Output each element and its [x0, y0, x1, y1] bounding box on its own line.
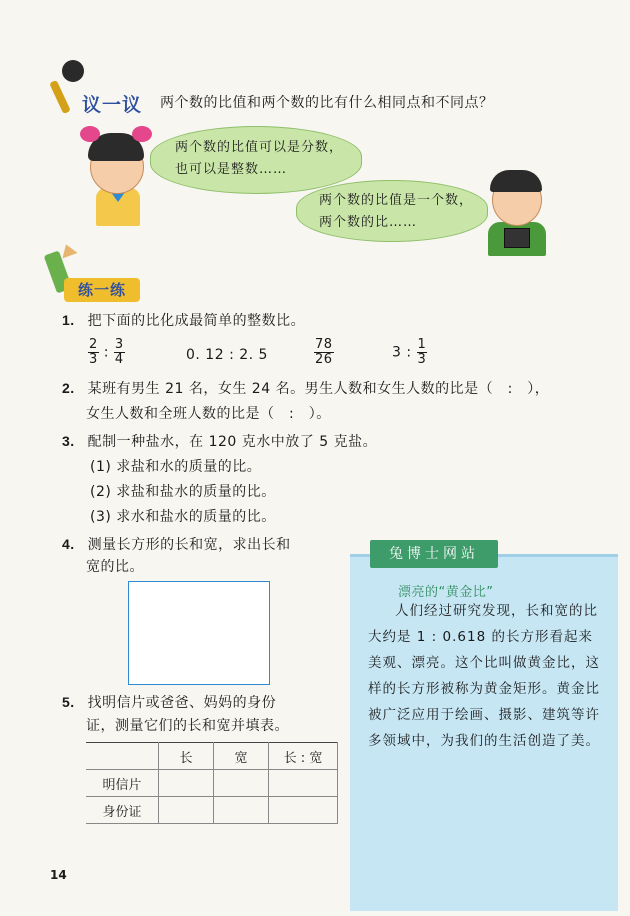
question-3-sub2: (2) 求盐和盐水的质量的比。: [90, 484, 276, 500]
table-row-label: 明信片: [86, 770, 159, 797]
discuss-question: 两个数的比值和两个数的比有什么相同点和不同点？: [160, 95, 494, 111]
table-row: [86, 770, 338, 797]
question-4-number: 4.: [62, 536, 75, 552]
boy-speech-line2: 两个数的比……: [319, 215, 418, 230]
q1-item-a: $\frac{2}{3}$ : $\frac{3}{4}$: [89, 337, 124, 367]
girl-bow-left: [80, 126, 100, 142]
table-header-cell: 长 : 宽: [269, 743, 338, 770]
girl-bow-right: [132, 126, 152, 142]
boy-speech-line1: 两个数的比值是一个数，: [319, 193, 474, 208]
q1-item-c: $\frac{78}{26}$: [315, 337, 333, 367]
table-cell: [159, 797, 214, 824]
girl-speech-line2: 也可以是整数……: [175, 162, 288, 177]
question-3-number: 3.: [62, 433, 75, 449]
pencil-tip-icon: [58, 242, 77, 259]
fill-table: [86, 742, 338, 824]
boy-hair: [490, 170, 542, 192]
table-row-label: 身份证: [86, 797, 159, 824]
microphone-head-icon: [62, 60, 84, 82]
site-body-text: 人们经过研究发现，长和宽的比大约是 1 : 0.618 的长方形看起来美观、漂亮。这个比叫做黄金比，这样的长方形被称为黄金矩形。黄金比被广泛应用于绘画、摄影、建筑等许多领域中，为我们的生活创造了美。: [368, 603, 600, 749]
table-cell: [214, 797, 269, 824]
table-row: [86, 797, 338, 824]
question-1-text: 把下面的比化成最简单的整数比。: [87, 313, 306, 329]
question-1-number: 1.: [62, 312, 75, 328]
q1-item-d: 3 : $\frac{1}{3}$: [392, 337, 427, 367]
q1-item-b: 0. 12 : 2. 5: [186, 347, 268, 363]
measure-rectangle: [128, 581, 270, 685]
discuss-label: 议一议: [82, 94, 143, 116]
question-2-number: 2.: [62, 380, 75, 396]
table-header-cell: 宽: [214, 743, 269, 770]
table-cell: [159, 770, 214, 797]
practice-label: 练一练: [64, 278, 140, 302]
table-header-row: [86, 743, 338, 770]
question-1: [62, 310, 305, 331]
page-number: 14: [50, 868, 67, 882]
boy-book: [504, 228, 530, 248]
boy-speech-bubble: [296, 180, 488, 242]
question-4-line2: 宽的比。: [86, 559, 144, 575]
question-3: [62, 431, 377, 452]
question-2-line1: 某班有男生 21 名，女生 24 名。男生人数和女生人数的比是（ : ），: [87, 381, 550, 397]
site-header: 兔博士网站: [370, 540, 498, 568]
girl-speech-line1: 两个数的比值可以是分数，: [175, 140, 344, 155]
question-5: [62, 692, 276, 713]
table-cell: [269, 770, 338, 797]
question-5-number: 5.: [62, 694, 75, 710]
question-2: [62, 378, 549, 399]
table-header-cell: [86, 743, 159, 770]
question-4-line1: 测量长方形的长和宽，求出长和: [87, 537, 291, 553]
site-subtitle: 漂亮的“黄金比”: [398, 585, 494, 600]
question-3-text: 配制一种盐水，在 120 克水中放了 5 克盐。: [87, 434, 378, 450]
question-2-line2: 女生人数和全班人数的比是（ : ）。: [86, 406, 331, 422]
question-3-sub3: (3) 求水和盐水的质量的比。: [90, 509, 276, 525]
table-cell: [214, 770, 269, 797]
table-cell: [269, 797, 338, 824]
question-5-line2: 证，测量它们的长和宽并填表。: [86, 718, 289, 734]
question-4: [62, 534, 291, 555]
table-header-cell: 长: [159, 743, 214, 770]
microphone-icon: [49, 80, 71, 114]
question-3-sub1: (1) 求盐和水的质量的比。: [90, 459, 262, 475]
girl-speech-bubble: [150, 126, 362, 194]
question-5-line1: 找明信片或爸爸、妈妈的身份: [87, 695, 277, 711]
site-body: [368, 598, 600, 754]
